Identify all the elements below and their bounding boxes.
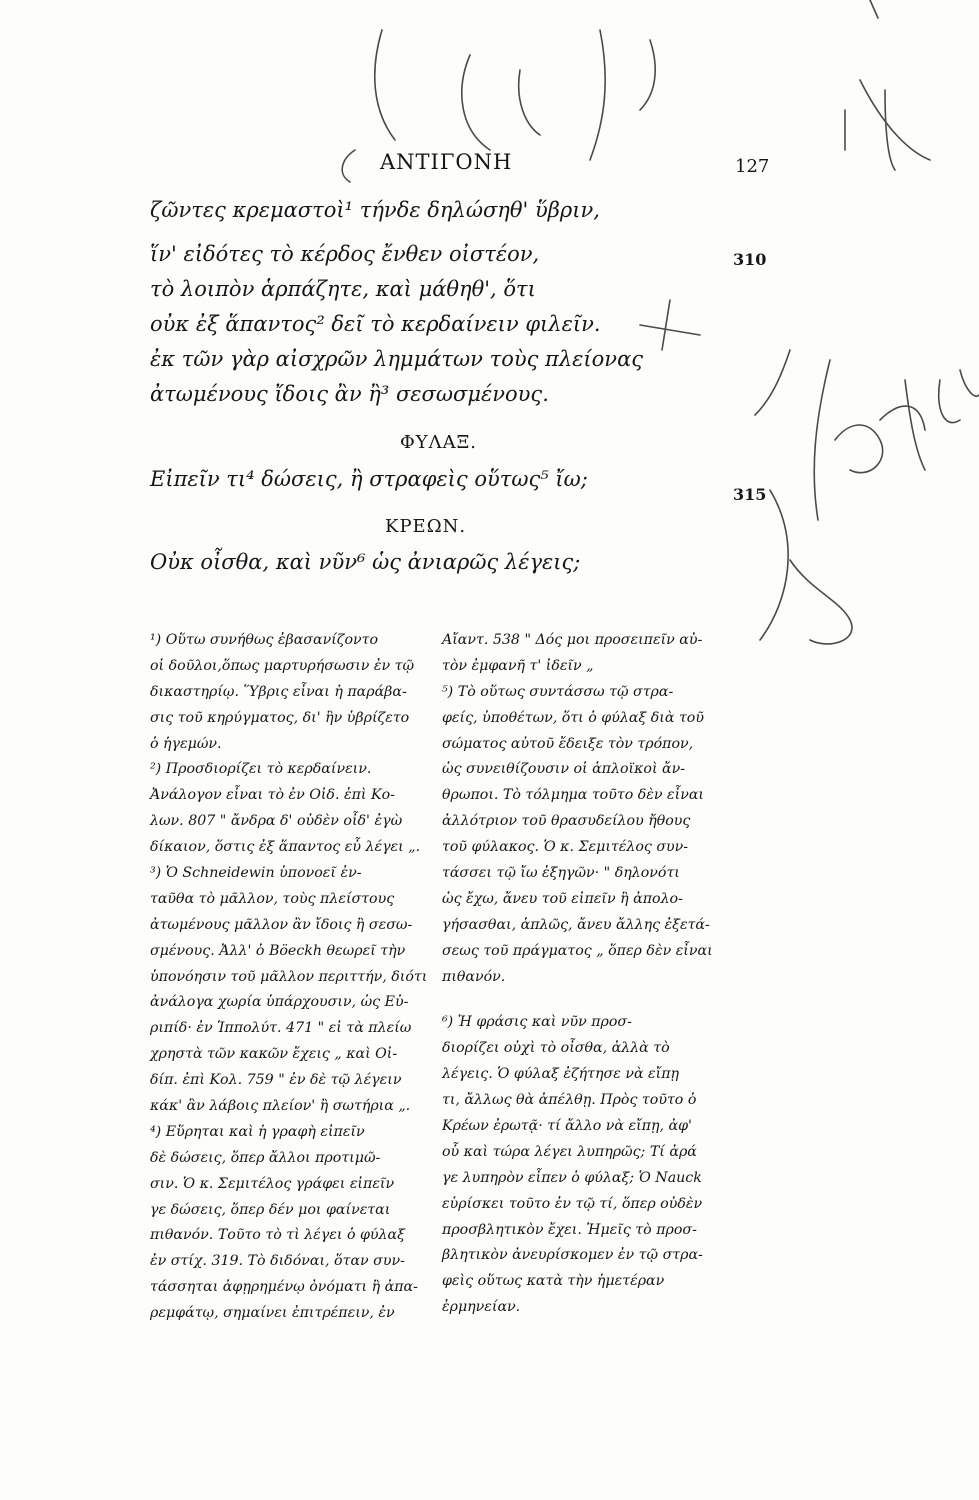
footnote-line: Κρέων ἐρωτᾷ· τί ἄλλο νὰ εἴπῃ, ἀφ' — [442, 1118, 692, 1135]
line-number: 315 — [733, 485, 767, 504]
footnote-line: διορίζει οὐχὶ τὸ οἶσθα, ἀλλὰ τὸ — [442, 1040, 670, 1057]
footnote-line: τι, ἄλλως θὰ ἀπέλθῃ. Πρὸς τοῦτο ὁ — [442, 1092, 697, 1109]
footnote-line: ²) Προσδιορίζει τὸ κερδαίνειν. — [150, 761, 372, 778]
running-title: ΑΝΤΙΓΟΝΗ — [380, 150, 513, 174]
footnote-line: ¹) Οὕτω συνήθως ἐβασανίζοντο — [150, 632, 379, 648]
footnote-line: δὲ δώσεις, ὅπερ ἄλλοι προτιμῶ- — [150, 1149, 381, 1166]
footnote-line: δίκαιον, ὅστις ἐξ ἅπαντος εὖ λέγει „. — [150, 839, 421, 856]
footnote-line: τὸν ἐμφανῆ τ' ἰδεῖν „ — [442, 657, 594, 674]
speaker-name: ΚΡΕΩΝ. — [385, 516, 467, 537]
footnote-line: οὗ καὶ τώρα λέγει λυπηρῶς; Τί ἀρά — [442, 1143, 697, 1160]
footnote-line: τάσσει τῷ ἴω ἐξηγῶν· " δηλονότι — [442, 865, 680, 882]
footnote-line: θρωποι. Τὸ τόλμημα τοῦτο δὲν εἶναι — [442, 787, 704, 804]
footnote-line: σις τοῦ κηρύγματος, δι' ἣν ὑβρίζετο — [150, 709, 410, 726]
footnote-line: ⁴) Εὕρηται καὶ ἡ γραφὴ εἰπεῖν — [150, 1123, 365, 1140]
footnote-line: ἐν στίχ. 319. Τὸ διδόναι, ὅταν συν- — [150, 1253, 405, 1270]
footnote-line: ἀλλότριον τοῦ θρασυδείλου ἤθους — [442, 813, 691, 830]
footnote-line: φείς, ὑποθέτων, ὅτι ὁ φύλαξ διὰ τοῦ — [442, 709, 704, 726]
footnote-line: ἀτωμένους μᾶλλον ἂν ἴδοις ἢ σεσω- — [150, 916, 413, 933]
speaker-name: ΦΥΛΑΞ. — [400, 432, 478, 453]
footnote-line: ⁶) Ἡ φράσις καὶ νῦν προσ- — [442, 1014, 632, 1031]
footnote-line: οἱ δοῦλοι,ὅπως μαρτυρήσωσιν ἐν τῷ — [150, 657, 415, 674]
footnote-line: λων. 807 " ἄνδρα δ' οὐδὲν οἶδ' ἐγὼ — [150, 813, 403, 830]
footnote-line: κάκ' ἂν λάβοις πλείον' ἢ σωτήρια „. — [150, 1098, 411, 1115]
footnote-line: φεὶς οὕτως κατὰ τὴν ἡμετέραν — [442, 1273, 665, 1290]
footnote-column-right — [442, 628, 764, 1321]
footnote-line: πιθανόν. — [442, 968, 506, 985]
footnote-line: Ἀνάλογον εἶναι τὸ ἐν Οἰδ. ἐπὶ Κο- — [150, 787, 395, 804]
footnote-line: βλητικὸν ἀνευρίσκομεν ἐν τῷ στρα- — [442, 1247, 703, 1264]
footnote-line: ἀνάλογα χωρία ὑπάρχουσιν, ὡς Εὐ- — [150, 994, 409, 1011]
footnote-spacer — [442, 990, 764, 1010]
footnote-line: ὑπονόησιν τοῦ μᾶλλον περιττήν, διότι — [150, 968, 428, 985]
footnote-line: σιν. Ὁ κ. Σεμιτέλος γράφει εἰπεῖν — [150, 1175, 395, 1192]
footnote-line: γήσασθαι, ἁπλῶς, ἄνευ ἄλλης ἐξετά- — [442, 916, 710, 933]
footnote-line: ³) Ὁ Schneidewin ὑπονοεῖ ἐν- — [150, 865, 362, 882]
verse-line: οὐκ ἐξ ἅπαντος² δεῖ τὸ κερδαίνειν φιλεῖν. — [150, 312, 601, 336]
verse-line: ἵν' εἰδότες τὸ κέρδος ἔνθεν οἰστέον, — [150, 242, 540, 266]
verse-line: Εἰπεῖν τι⁴ δώσεις, ἢ στραφεὶς οὕτως⁵ ἴω; — [150, 467, 588, 491]
page-number: 127 — [735, 156, 770, 177]
verse-line: ἀτωμένους ἴδοις ἂν ἢ³ σεσωσμένους. — [150, 382, 549, 406]
footnote-line: ριπίδ· ἐν Ἱππολύτ. 471 " εἰ τὰ πλείω — [150, 1020, 412, 1037]
verse-line: τὸ λοιπὸν ἁρπάζητε, καὶ μάθηθ', ὅτι — [150, 277, 536, 301]
footnote-line: πιθανόν. Τοῦτο τὸ τὶ λέγει ὁ φύλαξ — [150, 1227, 405, 1244]
footnote-line: εὑρίσκει τοῦτο ἐν τῷ τί, ὅπερ οὐδὲν — [442, 1195, 703, 1212]
footnote-line: ὡς συνειθίζουσιν οἱ ἁπλοϊκοὶ ἄν- — [442, 761, 686, 778]
footnote-line: ταῦθα τὸ μᾶλλον, τοὺς πλείστους — [150, 890, 395, 907]
line-number: 310 — [733, 250, 767, 269]
footnote-line: ἑρμηνείαν. — [442, 1299, 521, 1316]
footnote-line: τάσσηται ἀφῃρημένῳ ὀνόματι ἢ ἀπα- — [150, 1279, 418, 1296]
footnote-line: γε λυπηρὸν εἶπεν ὁ φύλαξ; Ὁ Nauck — [442, 1169, 702, 1186]
footnote-line: σώματος αὐτοῦ ἔδειξε τὸν τρόπον, — [442, 735, 694, 752]
footnote-line: γε δώσεις, ὅπερ δέν μοι φαίνεται — [150, 1201, 391, 1218]
footnote-line: προσβλητικὸν ἔχει. Ἡμεῖς τὸ προσ- — [442, 1221, 697, 1238]
footnote-line: ὡς ἔχω, ἄνευ τοῦ εἰπεῖν ἢ ἀπολο- — [442, 890, 683, 907]
footnote-column-left — [150, 628, 428, 1327]
footnote-line: τοῦ φύλακος. Ὁ κ. Σεμιτέλος συν- — [442, 839, 689, 856]
footnote-line: ⁵) Τὸ οὕτως συντάσσω τῷ στρα- — [442, 683, 674, 700]
footnote-line: χρηστὰ τῶν κακῶν ἔχεις „ καὶ Οἰ- — [150, 1046, 398, 1063]
footnote-line: λέγεις. Ὁ φύλαξ ἐζήτησε νὰ εἴπῃ — [442, 1066, 680, 1083]
footnote-line: σεως τοῦ πράγματος „ ὅπερ δὲν εἶναι — [442, 942, 713, 959]
footnote-line: ὁ ἡγεμών. — [150, 735, 222, 752]
footnote-line: δίπ. ἐπὶ Κολ. 759 " ἐν δὲ τῷ λέγειν — [150, 1072, 402, 1089]
footnote-line: σμένους. Ἀλλ' ὁ Böeckh θεωρεῖ τὴν — [150, 942, 406, 959]
footnote-line: ρεμφάτῳ, σημαίνει ἐπιτρέπειν, ἐν — [150, 1305, 395, 1322]
verse-line: ἐκ τῶν γὰρ αἰσχρῶν λημμάτων τοὺς πλείονας — [150, 347, 644, 371]
verse-line: Οὐκ οἶσθα, καὶ νῦν⁶ ὡς ἀνιαρῶς λέγεις; — [150, 550, 581, 574]
running-head — [0, 150, 979, 180]
footnote-line: δικαστηρίῳ. Ὕβρις εἶναι ἡ παράβα- — [150, 683, 407, 700]
verse-line: ζῶντες κρεμαστοὶ¹ τήνδε δηλώσηθ' ὕβριν, — [150, 198, 600, 222]
footnote-line: Αἴαντ. 538 " Δός μοι προσειπεῖν αὐ- — [442, 632, 703, 648]
